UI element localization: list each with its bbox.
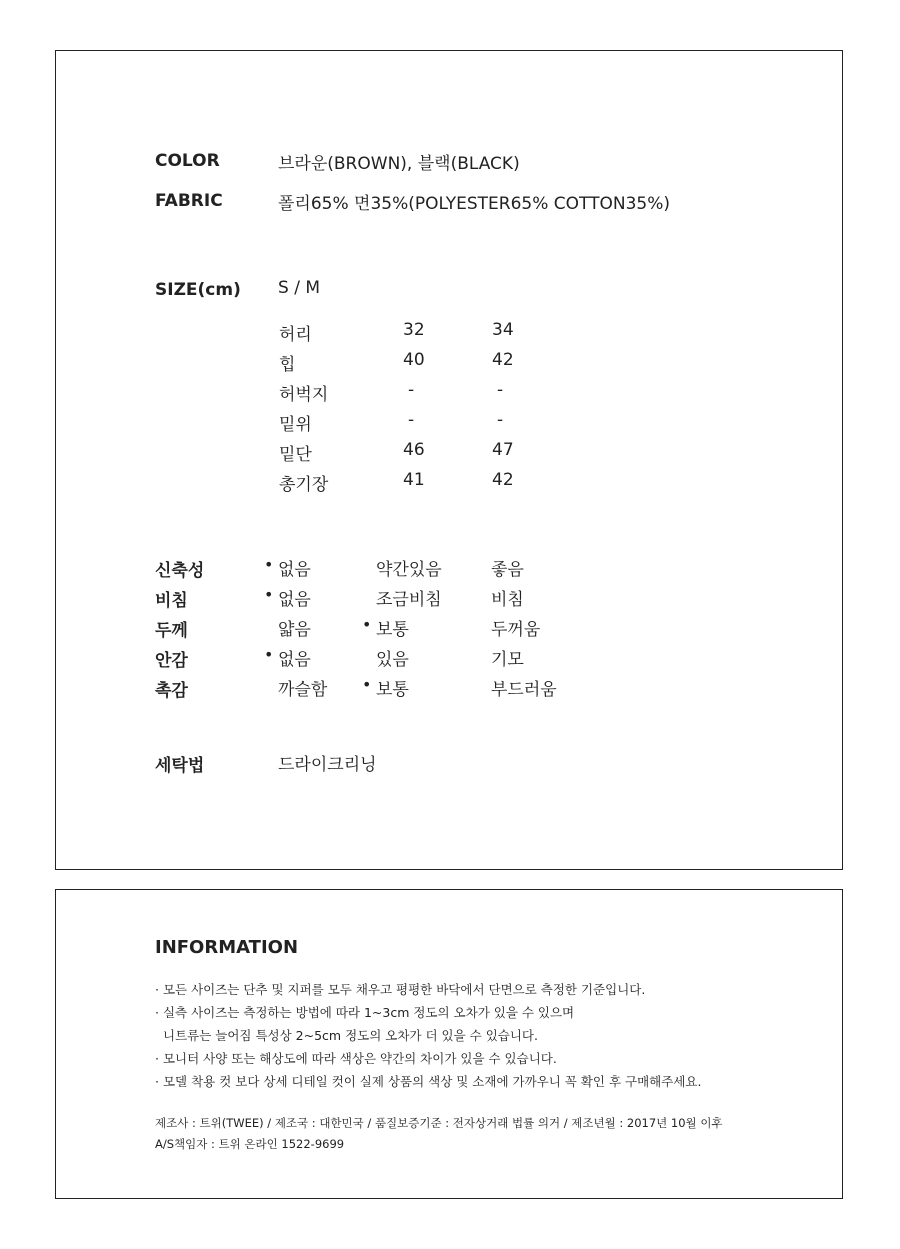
size-label: SIZE(cm) — [155, 280, 241, 300]
size-row-s: 32 — [403, 320, 425, 340]
info-line: · 모니터 사양 또는 해상도에 따라 색상은 약간의 차이가 있을 수 있습니다. — [155, 1051, 557, 1066]
color-label: COLOR — [155, 151, 220, 171]
fabric-label: FABRIC — [155, 191, 223, 211]
color-value: 브라운(BROWN), 블랙(BLACK) — [278, 154, 520, 174]
feature-option: 얇음 — [278, 620, 311, 640]
feature-option: 조금비침 — [376, 590, 442, 610]
size-row-name: 밑단 — [279, 445, 312, 465]
size-row-name: 허벅지 — [279, 385, 329, 405]
feature-label: 두께 — [155, 621, 188, 641]
feature-option-selected: • 보통 — [376, 675, 409, 700]
size-row-s: - — [408, 410, 415, 430]
feature-option-selected: • 보통 — [376, 615, 409, 640]
size-row-m: 42 — [492, 350, 514, 370]
information-title: INFORMATION — [155, 937, 299, 958]
size-row-name: 힙 — [279, 355, 296, 375]
feature-option: 두꺼움 — [491, 620, 541, 640]
feature-option: 약간있음 — [376, 560, 442, 580]
information-panel — [55, 889, 843, 1199]
feature-label: 신축성 — [155, 561, 205, 581]
info-line: 니트류는 늘어짐 특성상 2~5cm 정도의 오차가 더 있을 수 있습니다. — [163, 1028, 538, 1043]
feature-option-selected: • 없음 — [278, 555, 311, 580]
size-row-s: - — [408, 380, 415, 400]
feature-option: 좋음 — [491, 560, 524, 580]
feature-option: 부드러움 — [491, 680, 557, 700]
size-row-m: 42 — [492, 470, 514, 490]
feature-option: 있음 — [376, 650, 409, 670]
feature-label: 안감 — [155, 651, 188, 671]
footer-manufacturer: 제조사 : 트위(TWEE) / 제조국 : 대한민국 / 품질보증기준 : 전자상거래 법률 의거 / 제조년월 : 2017년 10월 이후 — [155, 1116, 723, 1130]
footer-as-contact: A/S책임자 : 트위 온라인 1522-9699 — [155, 1137, 345, 1151]
feature-option: 비침 — [491, 590, 524, 610]
info-line: · 모든 사이즈는 단추 및 지퍼를 모두 채우고 평평한 바닥에서 단면으로 측정한 기준입니다. — [155, 982, 646, 997]
size-row-s: 41 — [403, 470, 425, 490]
size-row-s: 46 — [403, 440, 425, 460]
feature-label: 비침 — [155, 591, 188, 611]
feature-option-selected: • 없음 — [278, 585, 311, 610]
feature-option-selected: • 없음 — [278, 645, 311, 670]
size-row-m: 47 — [492, 440, 514, 460]
fabric-value: 폴리65% 면35%(POLYESTER65% COTTON35%) — [278, 194, 670, 214]
size-row-m: - — [497, 410, 504, 430]
size-row-m: 34 — [492, 320, 514, 340]
feature-option: 기모 — [491, 650, 524, 670]
size-row-name: 총기장 — [279, 475, 329, 495]
wash-value: 드라이크리닝 — [278, 755, 377, 775]
size-header: S / M — [278, 278, 320, 298]
size-row-name: 허리 — [279, 325, 312, 345]
feature-label: 촉감 — [155, 681, 188, 701]
size-row-s: 40 — [403, 350, 425, 370]
info-line: · 실측 사이즈는 측정하는 방법에 따라 1~3cm 정도의 오차가 있을 수 있으며 — [155, 1005, 575, 1020]
size-row-name: 밑위 — [279, 415, 312, 435]
feature-option: 까슬함 — [278, 680, 328, 700]
size-row-m: - — [497, 380, 504, 400]
wash-label: 세탁법 — [155, 756, 205, 776]
info-line: · 모델 착용 컷 보다 상세 디테일 컷이 실제 상품의 색상 및 소재에 가까우니 꼭 확인 후 구매해주세요. — [155, 1074, 702, 1089]
